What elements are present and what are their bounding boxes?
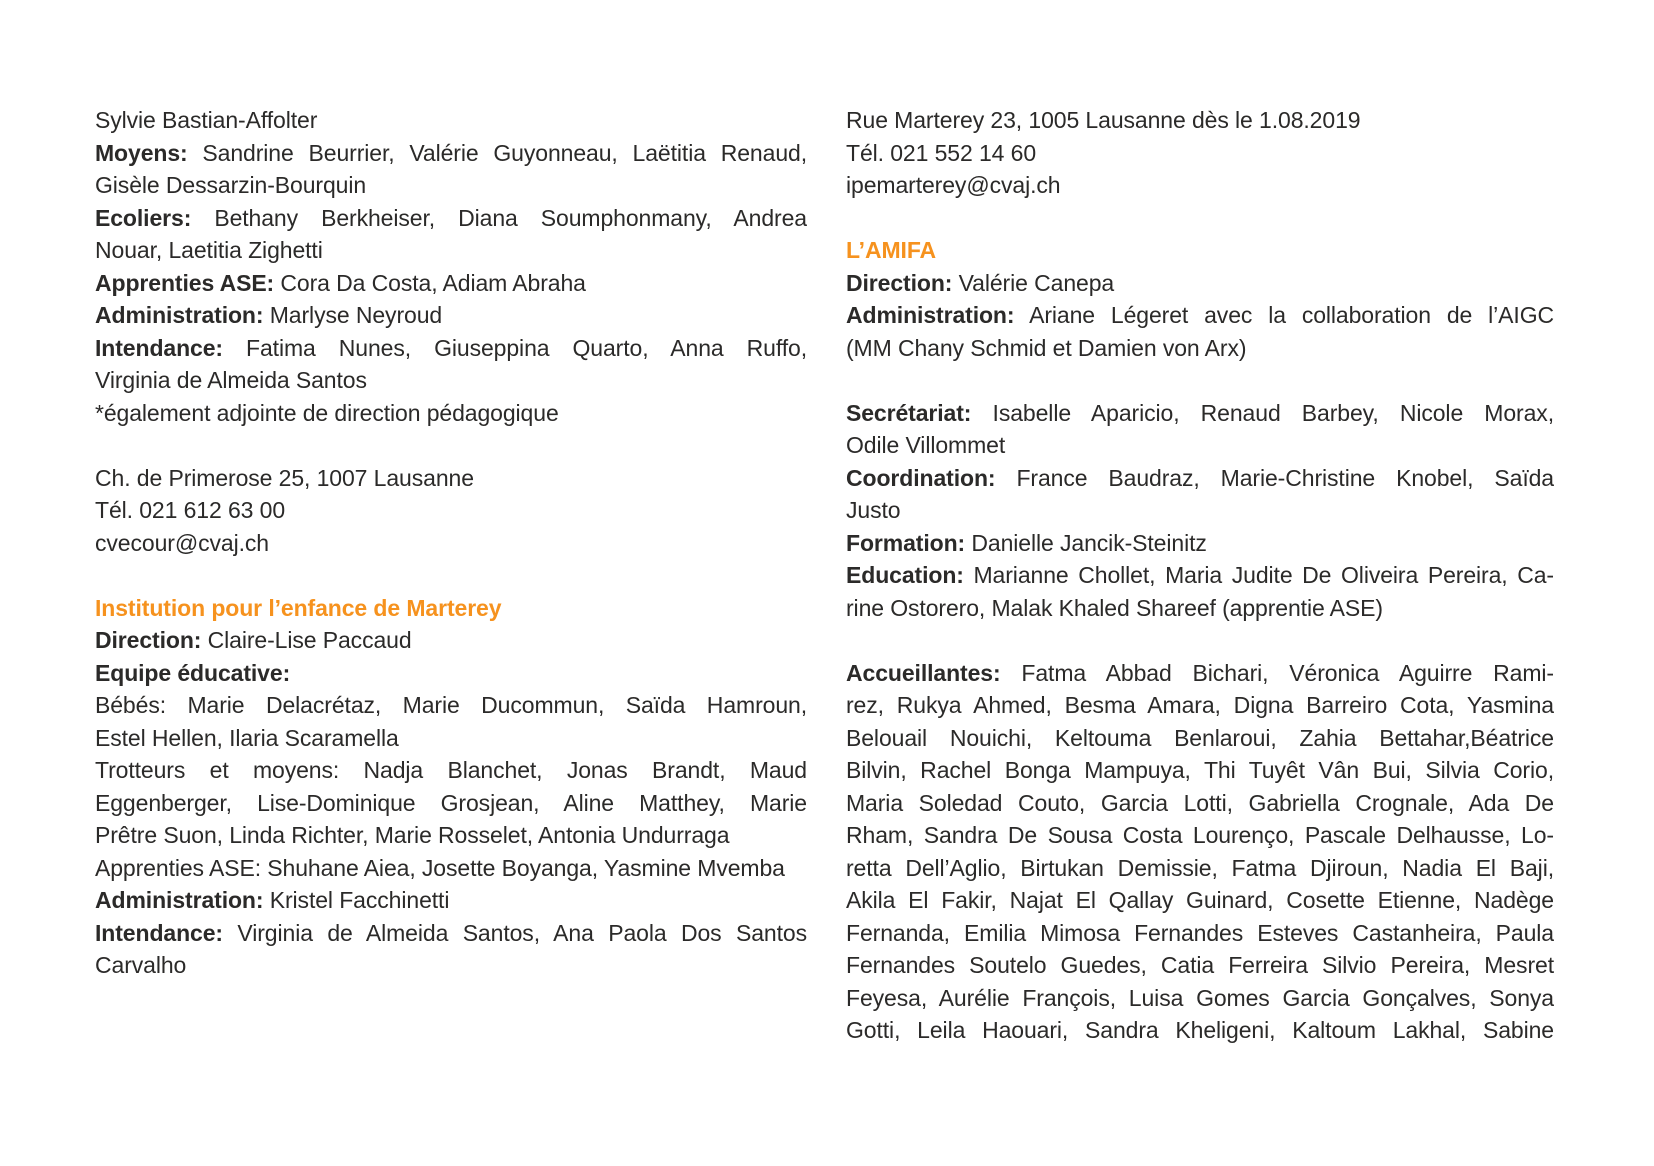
text-line — [846, 722, 1554, 755]
line-text: Marlyse Neyroud — [263, 302, 443, 328]
text-line — [846, 689, 1554, 722]
line-label: Secrétariat: — [846, 399, 972, 426]
text-line — [846, 169, 1554, 202]
text-line — [846, 299, 1554, 332]
line-label: Administration: — [95, 302, 264, 328]
line-text: *également adjointe de direction pédagogique — [95, 399, 559, 426]
blank-line — [846, 202, 1554, 235]
line-text: Sylvie Bastian-Affolter — [95, 107, 318, 133]
text-line — [95, 754, 807, 787]
text-line — [95, 234, 807, 267]
line-text: Isabelle Aparicio, Renaud Barbey, Nicole Morax, — [971, 399, 1554, 426]
line-text: Maria Soledad Couto, Garcia Lotti, Gabriella Crognale, Ada De — [846, 789, 1554, 816]
text-line — [846, 494, 1554, 527]
line-label: Direction: — [95, 627, 202, 653]
line-text: retta Dell’Aglio, Birtukan Demissie, Fatma Djiroun, Nadia El Baji, — [846, 854, 1554, 881]
text-line — [846, 137, 1554, 170]
line-label: Education: — [846, 562, 964, 588]
line-text: Justo — [846, 497, 901, 523]
line-text: Bethany Berkheiser, Diana Soumphonmany, Andrea — [191, 204, 807, 231]
line-text: Valérie Canepa — [952, 269, 1115, 296]
line-text: Institution pour l’enfance de Marterey — [95, 594, 502, 621]
line-text: rez, Rukya Ahmed, Besma Amara, Digna Barreiro Cota, Yasmina — [846, 692, 1554, 718]
line-text: Virginia de Almeida Santos — [95, 367, 367, 393]
text-line — [95, 169, 807, 202]
line-text: Bilvin, Rachel Bonga Mampuya, Thi Tuyêt Vân Bui, Silvia Corio, — [846, 757, 1554, 783]
line-text: Tél. 021 612 63 00 — [95, 497, 286, 523]
line-text: Fernandes Soutelo Guedes, Catia Ferreira Silvio Pereira, Mesret — [846, 952, 1554, 978]
line-label: Formation: — [846, 529, 966, 556]
line-text: Fernanda, Emilia Mimosa Fernandes Esteves Castanheira, Paula — [846, 919, 1554, 946]
line-text: Apprenties ASE: Shuhane Aiea, Josette Boyanga, Yasmine Mvemba — [95, 854, 785, 881]
text-line — [846, 819, 1554, 852]
text-line — [846, 104, 1554, 137]
line-label: Apprenties ASE: — [95, 269, 275, 296]
line-text: Sandrine Beurrier, Valérie Guyonneau, Laëtitia Renaud, — [187, 139, 807, 166]
text-line — [95, 657, 807, 690]
text-line — [95, 722, 807, 755]
text-line — [846, 527, 1554, 560]
line-text: Gisèle Dessarzin-Bourquin — [95, 172, 367, 198]
text-line — [95, 137, 807, 170]
text-line — [846, 949, 1554, 982]
text-line — [95, 364, 807, 397]
line-label: Administration: — [846, 302, 1015, 328]
line-text: ipemarterey@cvaj.ch — [846, 172, 1061, 198]
line-text: Rue Marterey 23, 1005 Lausanne dès le 1.08.2019 — [846, 107, 1361, 133]
line-text: Fatima Nunes, Giuseppina Quarto, Anna Ruffo, — [222, 334, 807, 361]
line-text: Danielle Jancik-Steinitz — [965, 529, 1207, 556]
line-label: Ecoliers: — [95, 204, 192, 231]
text-line — [846, 917, 1554, 950]
line-text: Belouail Nouichi, Keltouma Benlaroui, Zahia Bettahar,Béatrice — [846, 724, 1554, 751]
text-line — [95, 884, 807, 917]
text-line — [95, 917, 807, 950]
line-text: Marianne Chollet, Maria Judite De Oliveira Pereira, Ca- — [963, 562, 1554, 588]
line-text: Gotti, Leila Haouari, Sandra Kheligeni, Kaltoum Lakhal, Sabine — [846, 1017, 1554, 1043]
line-text: Ariane Légeret avec la collaboration de l’AIGC — [1014, 302, 1554, 328]
line-text: Tél. 021 552 14 60 — [846, 139, 1037, 166]
text-line — [846, 884, 1554, 917]
text-line — [95, 397, 807, 430]
line-text: L’AMIFA — [846, 237, 937, 263]
text-line — [95, 202, 807, 235]
line-text: Carvalho — [95, 952, 187, 978]
text-line — [846, 787, 1554, 820]
blank-line — [95, 559, 807, 592]
line-text: Nouar, Laetitia Zighetti — [95, 237, 323, 263]
line-text: Fatma Abbad Bichari, Véronica Aguirre Rami- — [1000, 659, 1554, 686]
text-line — [95, 267, 807, 300]
line-text: Prêtre Suon, Linda Richter, Marie Rosselet, Antonia Undurraga — [95, 822, 730, 848]
text-line — [846, 1014, 1554, 1047]
right-column — [846, 104, 1554, 1047]
line-text: Akila El Fakir, Najat El Qallay Guinard, Cosette Etienne, Nadège — [846, 887, 1554, 913]
line-text: Claire-Lise Paccaud — [201, 627, 412, 653]
text-line — [95, 787, 807, 820]
text-line — [846, 462, 1554, 495]
text-line — [95, 494, 807, 527]
text-line — [95, 689, 807, 722]
text-line — [95, 527, 807, 560]
text-line — [846, 267, 1554, 300]
line-text: Feyesa, Aurélie François, Luisa Gomes Garcia Gonçalves, Sonya — [846, 984, 1554, 1011]
text-line — [95, 299, 807, 332]
text-line — [846, 982, 1554, 1015]
text-line — [846, 397, 1554, 430]
line-text: Virginia de Almeida Santos, Ana Paola Dos Santos — [222, 919, 807, 946]
text-line — [846, 657, 1554, 690]
line-text: Kristel Facchinetti — [263, 887, 450, 913]
text-line — [95, 462, 807, 495]
section-heading — [95, 592, 807, 625]
line-label: Moyens: — [95, 139, 188, 166]
line-label: Equipe éducative: — [95, 659, 291, 686]
line-text: Odile Villommet — [846, 432, 1006, 458]
line-text: Eggenberger, Lise-Dominique Grosjean, Aline Matthey, Marie — [95, 789, 807, 816]
text-line — [846, 754, 1554, 787]
line-label: Accueillantes: — [846, 659, 1001, 686]
line-text: Trotteurs et moyens: Nadja Blanchet, Jonas Brandt, Maud — [95, 757, 807, 783]
text-line — [95, 852, 807, 885]
line-label: Intendance: — [95, 334, 223, 361]
line-text: France Baudraz, Marie-Christine Knobel, Saïda — [995, 464, 1554, 491]
text-line — [846, 592, 1554, 625]
line-text: Estel Hellen, Ilaria Scaramella — [95, 724, 399, 751]
line-text: (MM Chany Schmid et Damien von Arx) — [846, 334, 1247, 361]
line-label: Coordination: — [846, 464, 996, 491]
line-text: Rham, Sandra De Sousa Costa Lourenço, Pascale Delhausse, Lo- — [846, 822, 1554, 848]
line-label: Direction: — [846, 269, 953, 296]
blank-line — [846, 364, 1554, 397]
blank-line — [95, 429, 807, 462]
left-column — [95, 104, 807, 982]
line-text: Ch. de Primerose 25, 1007 Lausanne — [95, 464, 474, 491]
text-line — [846, 852, 1554, 885]
text-line — [95, 949, 807, 982]
section-heading — [846, 234, 1554, 267]
line-label: Intendance: — [95, 919, 223, 946]
text-line — [95, 819, 807, 852]
line-text: Bébés: Marie Delacrétaz, Marie Ducommun, Saïda Hamroun, — [95, 692, 807, 718]
blank-line — [846, 624, 1554, 657]
line-label: Administration: — [95, 887, 264, 913]
line-text: cvecour@cvaj.ch — [95, 529, 269, 556]
text-line — [95, 104, 807, 137]
text-line — [95, 332, 807, 365]
text-line — [846, 559, 1554, 592]
text-line — [846, 429, 1554, 462]
line-text: Cora Da Costa, Adiam Abraha — [274, 269, 586, 296]
line-text: rine Ostorero, Malak Khaled Shareef (apprentie ASE) — [846, 594, 1383, 621]
text-line — [95, 624, 807, 657]
text-line — [846, 332, 1554, 365]
